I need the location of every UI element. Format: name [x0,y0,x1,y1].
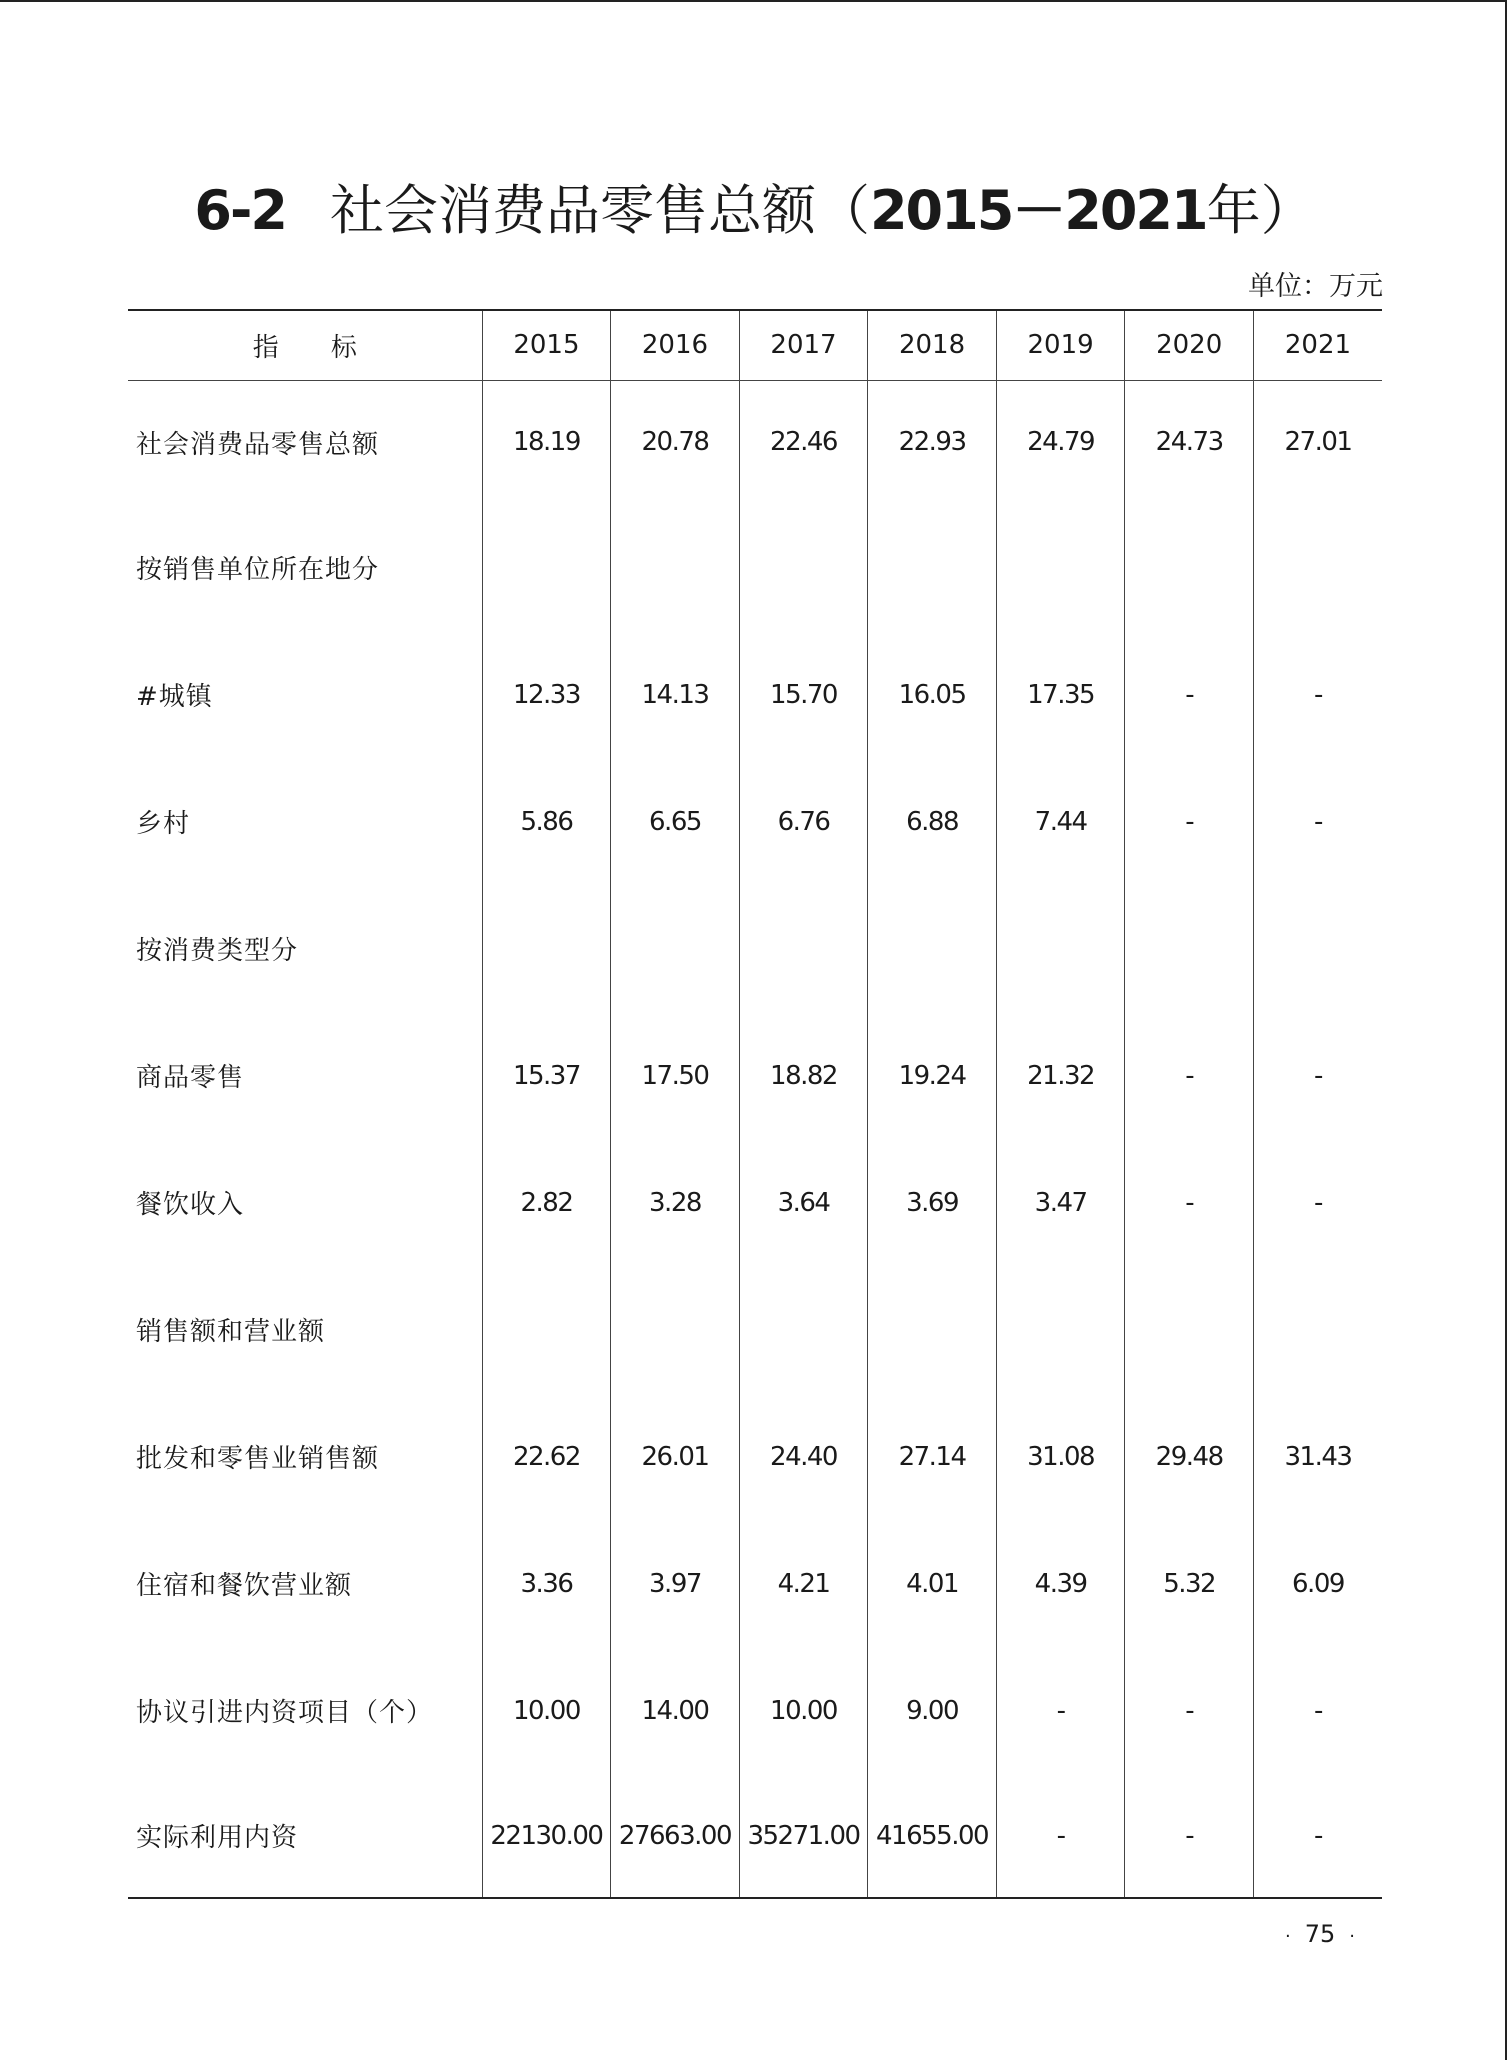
row-label: 社会消费品零售总额 [136,429,380,460]
header-year-2015: 2015 [482,310,611,380]
header-year-2017: 2017 [739,310,868,380]
cell-2018: 16.05 [868,631,997,758]
cell-2016 [611,504,740,631]
page-number-dot-right: · [1349,1926,1355,1947]
cell-2019: - [996,1647,1125,1774]
cell-2017 [739,504,868,631]
row-label: 按消费类型分 [136,936,299,966]
table-row [128,1266,1382,1393]
cell-2015: 5.86 [482,758,611,885]
cell-2021: 31.43 [1253,1393,1382,1520]
table-row [128,885,1382,1012]
cell-2019: 7.44 [996,758,1125,885]
page-number-dot-left: · [1284,1926,1291,1947]
cell-2018: 6.88 [868,758,997,885]
cell-2018: 27.14 [868,1393,997,1520]
cell-2021: 6.09 [1253,1520,1382,1647]
cell-2017: 15.70 [739,631,868,758]
data-table [128,309,1382,1899]
row-label: 实际利用内资 [136,1823,299,1853]
cell-2019 [996,1266,1125,1393]
table-row [128,1520,1382,1647]
cell-2020: 29.48 [1125,1393,1254,1520]
cell-2016 [611,1266,740,1393]
row-label: 商品零售 [136,1063,245,1093]
row-label: 协议引进内资项目（个） [136,1698,434,1728]
cell-2021: 27.01 [1253,380,1382,504]
cell-2020: 5.32 [1125,1520,1254,1647]
cell-2018: 41655.00 [868,1774,997,1898]
cell-2021 [1253,504,1382,631]
cell-2016: 3.28 [611,1139,740,1266]
cell-2020: - [1125,631,1254,758]
row-label: 住宿和餐饮营业额 [136,1571,353,1601]
title-suffix: 年） [1206,179,1315,242]
cell-2017: 3.64 [739,1139,868,1266]
cell-2019: 31.08 [996,1393,1125,1520]
cell-2019: 3.47 [996,1139,1125,1266]
table-row [128,631,1382,758]
cell-2016 [611,885,740,1012]
row-label: 乡村 [136,809,191,839]
cell-2021: - [1253,1012,1382,1139]
cell-2015: 22130.00 [482,1774,611,1898]
cell-2018: 3.69 [868,1139,997,1266]
cell-2016: 17.50 [611,1012,740,1139]
table-row [128,1393,1382,1520]
table-number: 6-2 [194,179,286,242]
page-number [1271,1920,1369,1948]
cell-2019 [996,885,1125,1012]
table-row [128,380,1382,504]
cell-2016: 3.97 [611,1520,740,1647]
cell-2017: 4.21 [739,1520,868,1647]
cell-2020: - [1125,1647,1254,1774]
header-indicator-a: 指 [252,332,279,363]
table-row [128,504,1382,631]
cell-2021 [1253,1266,1382,1393]
cell-2017 [739,885,868,1012]
header-indicator [128,310,482,380]
header-year-2018: 2018 [868,310,997,380]
cell-2017: 10.00 [739,1647,868,1774]
cell-2021: - [1253,1139,1382,1266]
cell-2020: - [1125,758,1254,885]
cell-2018 [868,885,997,1012]
cell-2015: 10.00 [482,1647,611,1774]
cell-2017: 22.46 [739,380,868,504]
table-row [128,1012,1382,1139]
cell-2021: - [1253,758,1382,885]
cell-2021: - [1253,1647,1382,1774]
unit-note: 单位：万元 [1248,271,1383,302]
header-year-2020: 2020 [1125,310,1254,380]
header-indicator-b: 标 [330,332,357,363]
table-row [128,758,1382,885]
cell-2015 [482,1266,611,1393]
cell-2019: 17.35 [996,631,1125,758]
cell-2015: 18.19 [482,380,611,504]
cell-2020 [1125,885,1254,1012]
cell-2019 [996,504,1125,631]
header-year-2016: 2016 [611,310,740,380]
cell-2016: 27663.00 [611,1774,740,1898]
cell-2020 [1125,1266,1254,1393]
cell-2016: 20.78 [611,380,740,504]
row-label: 批发和零售业销售额 [136,1444,380,1474]
cell-2015: 15.37 [482,1012,611,1139]
cell-2020 [1125,504,1254,631]
header-year-2019: 2019 [996,310,1125,380]
cell-2015: 2.82 [482,1139,611,1266]
cell-2017: 35271.00 [739,1774,868,1898]
cell-2015: 22.62 [482,1393,611,1520]
title-year-range: 2015－2021 [869,179,1207,242]
table-body [128,380,1382,1898]
cell-2021 [1253,885,1382,1012]
cell-2021: - [1253,1774,1382,1898]
table-row [128,1647,1382,1774]
table-row [128,1139,1382,1266]
cell-2018 [868,504,997,631]
cell-2020: - [1125,1012,1254,1139]
table-header-row [128,310,1382,380]
cell-2018: 9.00 [868,1647,997,1774]
cell-2019: - [996,1774,1125,1898]
cell-2017 [739,1266,868,1393]
cell-2016: 6.65 [611,758,740,885]
table-row [128,1774,1382,1898]
row-label: 餐饮收入 [136,1190,245,1220]
cell-2017: 24.40 [739,1393,868,1520]
cell-2018: 22.93 [868,380,997,504]
cell-2016: 26.01 [611,1393,740,1520]
row-label: 按销售单位所在地分 [136,555,380,585]
cell-2015: 12.33 [482,631,611,758]
header-year-2021: 2021 [1253,310,1382,380]
cell-2019: 24.79 [996,380,1125,504]
cell-2018: 4.01 [868,1520,997,1647]
cell-2016: 14.13 [611,631,740,758]
cell-2020: 24.73 [1125,380,1254,504]
cell-2015 [482,504,611,631]
cell-2015: 3.36 [482,1520,611,1647]
cell-2018: 19.24 [868,1012,997,1139]
row-label: 销售额和营业额 [136,1317,326,1347]
cell-2019: 4.39 [996,1520,1125,1647]
cell-2020: - [1125,1139,1254,1266]
cell-2019: 21.32 [996,1012,1125,1139]
cell-2020: - [1125,1774,1254,1898]
page-number-value: 75 [1304,1920,1336,1948]
cell-2016: 14.00 [611,1647,740,1774]
title-text: 社会消费品零售总额（ [329,179,870,242]
page-title [0,176,1509,246]
row-label: #城镇 [136,682,213,712]
cell-2017: 6.76 [739,758,868,885]
cell-2021: - [1253,631,1382,758]
cell-2018 [868,1266,997,1393]
cell-2017: 18.82 [739,1012,868,1139]
cell-2015 [482,885,611,1012]
